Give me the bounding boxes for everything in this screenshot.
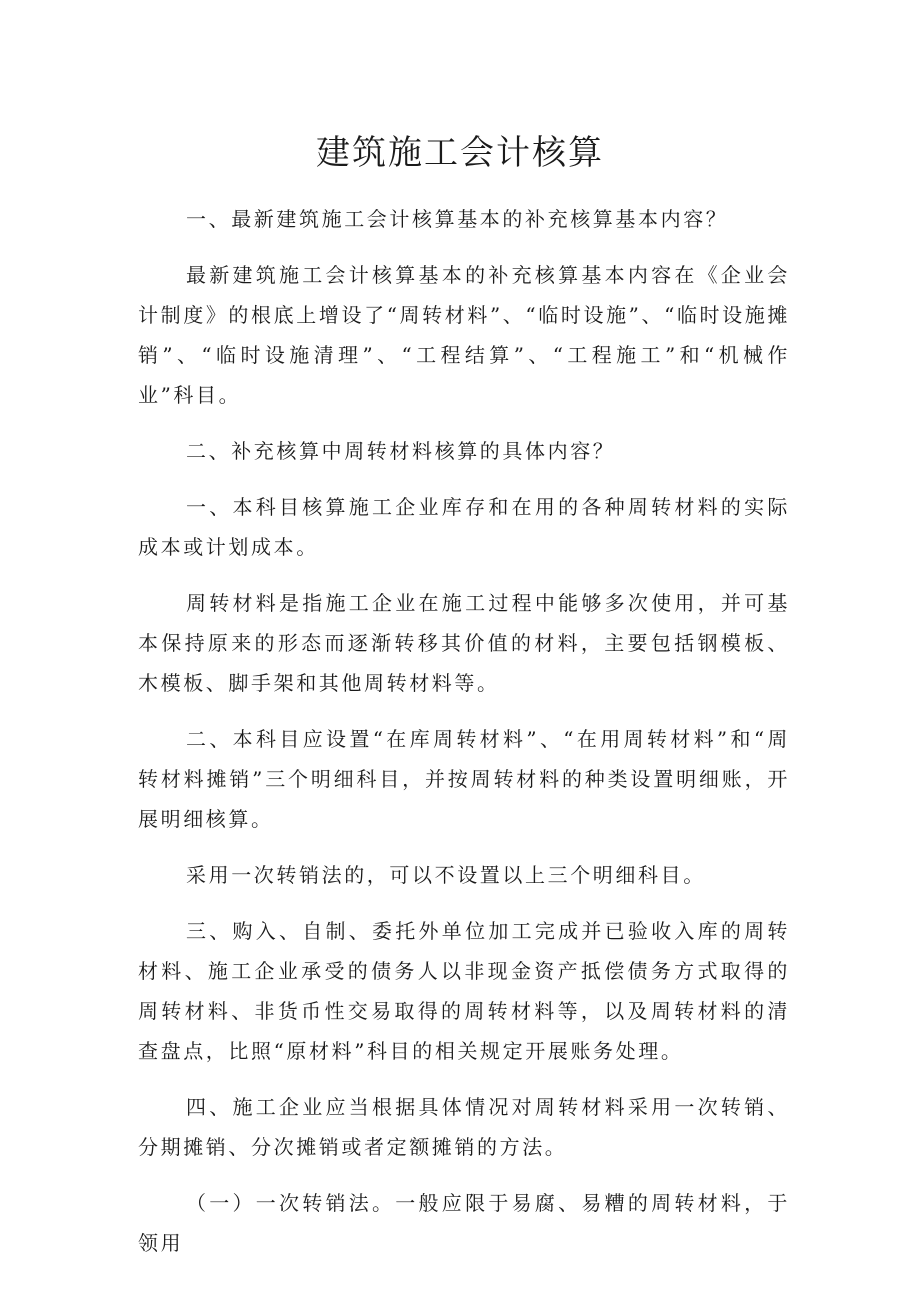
paragraph-item-4: 四、施工企业应当根据具体情况对周转材料采用一次转销、分期摊销、分次摊销或者定额摊销的方法。 [138,1095,790,1159]
paragraph-item-2: 二、本科目应设置“在库周转材料”、“在用周转材料”和“周转材料摊销”三个明细科目，并按周转材料的种类设置明细账，开展明细核算。 [138,727,790,831]
paragraph-note: 采用一次转销法的，可以不设置以上三个明细科目。 [186,863,706,887]
paragraph-subitem-1: （一）一次转销法。一般应限于易腐、易糟的周转材料，于领用 [138,1191,790,1255]
document-title: 建筑施工会计核算 [316,133,604,173]
paragraph-answer-1: 最新建筑施工会计核算基本的补充核算基本内容在《企业会计制度》的根底上增设了“周转材料”、“临时设施”、“临时设施摊销”、“临时设施清理”、“工程结算”、“工程施工”和“机械作业”科目。 [138,263,790,407]
paragraph-question-2: 二、补充核算中周转材料核算的具体内容？ [186,439,616,463]
paragraph-definition: 周转材料是指施工企业在施工过程中能够多次使用，并可基本保持原来的形态而逐渐转移其价值的材料，主要包括钢模板、木模板、脚手架和其他周转材料等。 [138,591,790,695]
document-body [138,199,790,1279]
paragraph-question-1: 一、最新建筑施工会计核算基本的补充核算基本内容？ [186,207,729,231]
paragraph-item-3: 三、购入、自制、委托外单位加工完成并已验收入库的周转材料、施工企业承受的债务人以非现金资产抵偿债务方式取得的周转材料、非货币性交易取得的周转材料等，以及周转材料的清查盘点，比照“原材料”科目的相关规定开展账务处理。 [138,919,790,1063]
paragraph-item-1: 一、本科目核算施工企业库存和在用的各种周转材料的实际成本或计划成本。 [138,495,790,559]
